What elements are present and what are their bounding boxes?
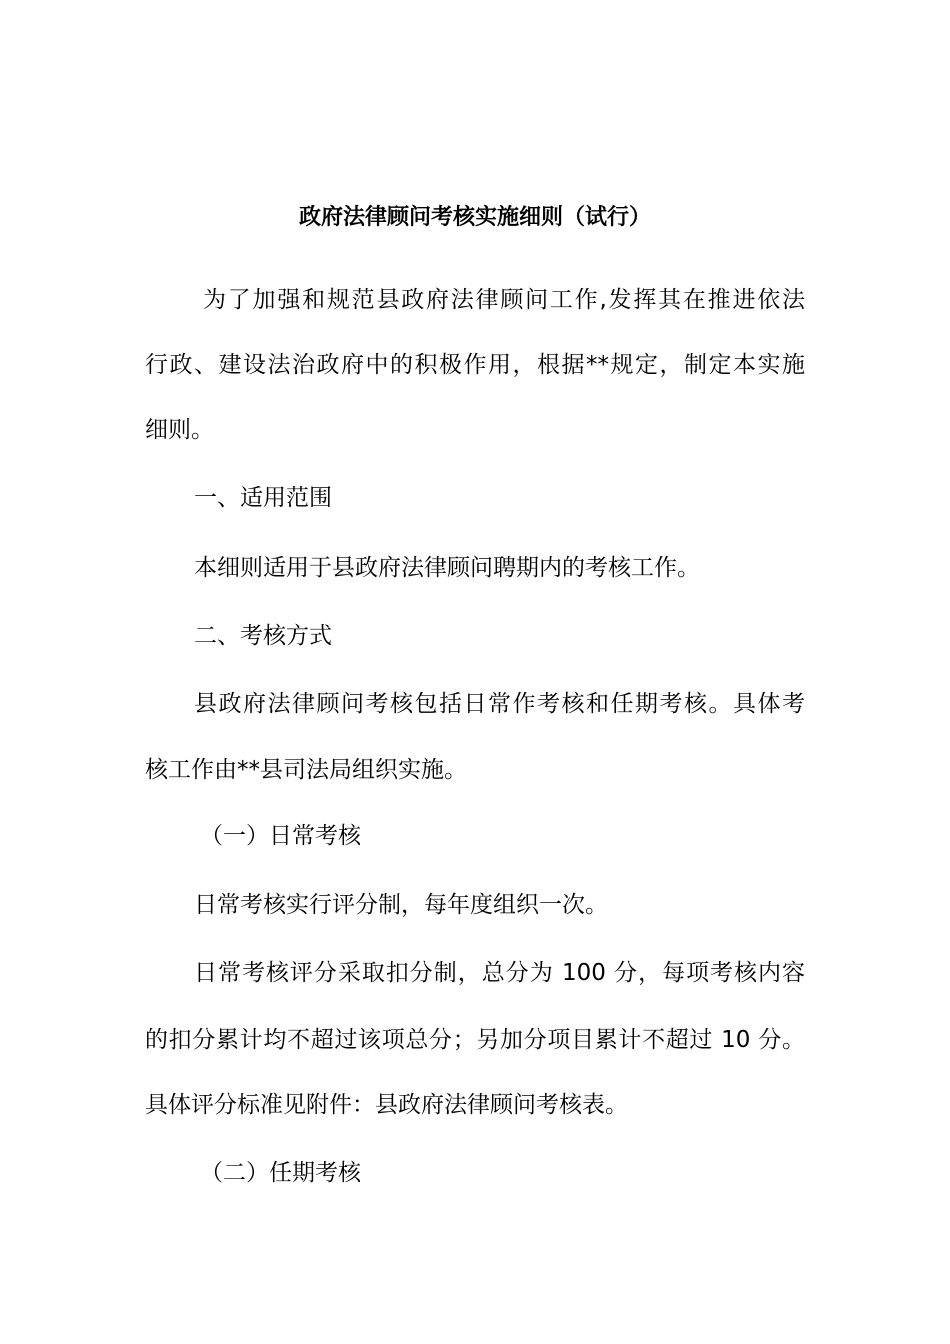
paragraph-line: 为了加强和规范县政府法律顾问工作,发挥其在推进依法 bbox=[203, 287, 805, 313]
paragraph-line: 日常考核实行评分制，每年度组织一次。 bbox=[194, 892, 608, 918]
paragraph-line: 具体评分标准见附件：县政府法律顾问考核表。 bbox=[145, 1092, 628, 1118]
paragraph-line: 县政府法律顾问考核包括日常作考核和任期考核。具体考 bbox=[194, 691, 805, 717]
paragraph-line: 日常考核评分采取扣分制，总分为 100 分，每项考核内容 bbox=[194, 960, 805, 986]
section-heading: 一、适用范围 bbox=[194, 485, 332, 511]
subsection-heading: （一）日常考核 bbox=[200, 823, 361, 849]
paragraph-line: 本细则适用于县政府法律顾问聘期内的考核工作。 bbox=[194, 555, 700, 581]
paragraph-line: 核工作由**县司法局组织实施。 bbox=[145, 757, 467, 783]
document-title: 政府法律顾问考核实施细则（试行） bbox=[298, 205, 651, 230]
section-heading: 二、考核方式 bbox=[194, 623, 332, 649]
subsection-heading: （二）任期考核 bbox=[200, 1160, 361, 1186]
paragraph-line: 行政、建设法治政府中的积极作用，根据**规定，制定本实施 bbox=[145, 352, 805, 378]
paragraph-line: 的扣分累计均不超过该项总分；另加分项目累计不超过 10 分。 bbox=[145, 1027, 805, 1053]
paragraph-line: 细则。 bbox=[145, 417, 214, 443]
